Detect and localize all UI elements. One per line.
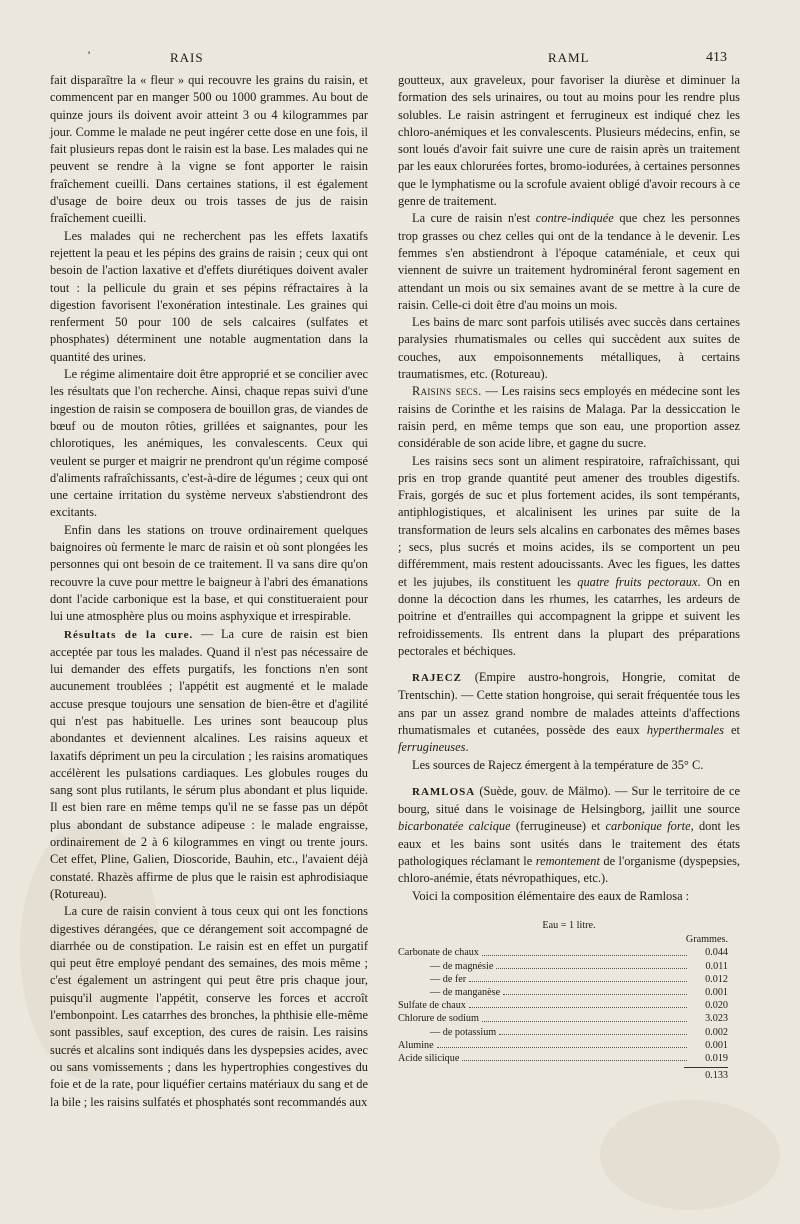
paper-stain <box>600 1100 780 1210</box>
text-run: (Empire austro-hongrois, Hongrie, comitat de Trentschin). — Cette station hongroise, qui serait fréquentée tous les ans par un assez grand nombre de malades atteints d'affections rhumatismales et cutanées, possède des eaux <box>398 670 740 737</box>
total-value: 0.133 <box>684 1067 728 1082</box>
leader-dots <box>482 1012 687 1021</box>
table-row <box>398 1026 740 1039</box>
paragraph: Les sources de Rajecz émergent à la température de 35° C. <box>412 757 704 772</box>
running-head <box>0 44 800 68</box>
right-column <box>398 72 740 1082</box>
paragraph: Le régime alimentaire doit être approprié et se concilier avec les résultats que l'on recherche. Ainsi, chaque repas suivi d'une ingestion de raisin se composera de bouillon gras, de viandes de bœuf ou de mouton rôties, grillées et saignantes, pour les chlorotiques, les anémiques, les convalescents. Ceux qui veulent se purger et maigrir ne prendront qu'un régime composé d'aliments rafraîchissants, c'est-à-dire de légumes ; ceux qui ont une certaine irritation du système nerveux s'abstiendront des excitants. <box>50 367 368 520</box>
table-row <box>398 1039 740 1052</box>
paragraph: fait disparaître la « fleur » qui recouvre les grains du raisin, et commencent par en manger 500 ou 1000 grammes. Au bout de quinze jours ils doivent avoir atteint 3 ou 4 kilogrammes par jour. Comme le malade ne peut ingérer cette dose en une fois, il fait plusieurs repas dont le raisin est la base. Les malades qui ne peuvent se rendre à la vigne se font apporter le raisin fraîchement cueilli. Dans certaines stations, il est également d'usage de boire deux ou trois tasses de jus de raisin fraîchement cueilli. <box>50 73 368 226</box>
leader-dots <box>462 1052 687 1061</box>
paragraph: Enfin dans les stations on trouve ordinairement quelques baignoires où fermente le marc de raisin et où sont plongées les personnes qui ont besoin de ce traitement. Il va sans dire qu'on recouvre la cuve pour mettre le baigneur à l'abri des émanations dont l'acide carbonique est la base, et qui constitueraient pour lui une atmosphère plus ou moins asphyxique et irrespirable. <box>50 522 368 624</box>
table-row <box>398 986 740 999</box>
paragraph: Les bains de marc sont parfois utilisés avec succès dans certaines paralysies rhumatismales ou celles qui succèdent aux suites de couches, aux empoisonnements métalliques, à certains traumatismes, etc. (Rotureau). <box>398 315 740 382</box>
emphasis: hyperthermales <box>646 722 724 737</box>
table-row <box>398 960 740 973</box>
text-run: — Les raisins secs employés en médecine sont les raisins de Corinthe et les raisins de Malaga. Par la dessiccation le raisin perd, en même temps que son eau, une proportion assez considérable de son acide libre, et gagne du sucre. <box>398 384 741 451</box>
leader-dots <box>496 960 687 969</box>
running-head-left: RAIS <box>170 50 204 65</box>
paragraph: Voici la composition élémentaire des eaux de Ramlosa : <box>412 888 690 903</box>
compound-value: 0.019 <box>705 1052 728 1064</box>
compound-label: Sulfate de chaux <box>398 1000 466 1012</box>
compound-label: Carbonate de chaux <box>398 947 479 959</box>
table-row <box>398 999 740 1012</box>
table-row <box>398 973 740 986</box>
compound-value: 0.020 <box>705 1000 728 1012</box>
emphasis: contre-indiquée <box>535 211 614 226</box>
text-run: et <box>723 722 740 737</box>
leader-dots <box>469 973 687 982</box>
emphasis: quatre fruits pectoraux <box>577 574 698 589</box>
compound-value: 0.001 <box>705 1039 728 1051</box>
compound-label: — de fer <box>430 973 467 985</box>
compound-value: 0.002 <box>705 1026 728 1038</box>
text-run: La cure de raisin n'est <box>412 211 536 226</box>
compound-value: 3.023 <box>705 1013 728 1025</box>
compound-label: Acide silicique <box>398 1052 460 1064</box>
text-run: , dont les eaux et les bains sont usités dans le traitement des états pathologiques réclamant le <box>398 819 740 869</box>
compound-value: 0.012 <box>705 973 728 985</box>
leader-dots <box>503 986 687 995</box>
paragraph-text: — La cure de raisin est bien acceptée par tous les malades. Quand il n'est pas nécessaire de lui demander des effets purgatifs, les fonctions n'en sont aucunement troublées ; l'appétit est augmenté et le malade accuse presque toujours une sensation de bien-être et d'agilité qui n'est pas habituelle. Les urines sont beaucoup plus abondantes et deviennent alcalines. Les raisins aqueux et laxatifs dépriment un peu la circulation ; les raisins aromatiques accélèrent les pulsations cardiaques. Les globules rouges du sang sont plus rutilants, le sérum plus abondant et plus liquide. Il est bien rare en même temps qu'il ne se fasse pas un dépôt plus abondant de substance adipeuse : le malade engraisse, ordinairement de 2 à 6 kilogrammes en vingt ou trente jours. Cet effet, Pline, Galien, Dioscoride, Bauhin, etc., l'avaient déjà constaté. Rhazès affirme de plus que le raisin est aphrodisiaque (Rotureau). <box>50 626 368 901</box>
entry-heading: RAJECZ <box>412 672 463 685</box>
emphasis: bicarbonatée calcique <box>398 819 511 834</box>
paragraph: goutteux, aux graveleux, pour favoriser la diurèse et diminuer la formation des sels urinaires, ou tout au moins pour les rendre plus solubles. Le raisin astringent et ferrugineux est indiqué chez les chloro-anémiques et les convalescents. Plusieurs médecins, enfin, se sont loués d'avoir fait suivre une cure de raisin après un traitement par les eaux chlorurées fortes, bromo-iodurées, à certaines personnes que le lymphatisme ou la scrofule avaient obligé d'avoir recours à ce genre de traitement. <box>398 73 740 209</box>
table-unit: Grammes. <box>685 934 728 946</box>
compound-label: — de manganèse <box>430 986 501 998</box>
emphasis: carbonique forte <box>605 819 691 834</box>
table-total <box>398 1067 740 1082</box>
page-number: 413 <box>706 50 727 65</box>
paragraph-contraindications <box>398 210 740 314</box>
text-run: (Suède, gouv. de Mälmo). — Sur le territoire de ce bourg, situé dans le voisinage de Helsingborg, jaillit une source <box>398 783 740 817</box>
compound-label: — de magnésie <box>430 960 494 972</box>
compound-label: Alumine <box>398 1039 434 1051</box>
text-run: que chez les personnes trop grasses ou chez celles qui ont de la tendance à le devenir. Les femmes s'en abstiendront à l'époque cataméniale, et ceux qui viennent de suivre un traitement hydrominéral feront sagement en attendant un mois ou six semaines avant de se mettre à la cure de raisin. Celle-ci doit être d'au moins un mois. <box>398 211 740 312</box>
entry-heading: Raisins secs. <box>412 384 482 399</box>
entry-ramlosa <box>398 783 740 888</box>
compound-label: — de potassium <box>430 1026 497 1038</box>
paragraph: La cure de raisin convient à tous ceux qui ont les fonctions digestives dérangées, que ce dérangement soit accompagné de diarrhée ou de constipation. Le raisin est en effet un purgatif qui peut être employé pendant des semaines, des mois même ; c'est également un astringent qui peut être pris chaque jour, puisqu'il augmente l'appétit, conserve les forces et accroît l'embonpoint. Les catarrhes des bronches, la phthisie elle-même sont passibles, sauf exception, des cures de raisin. Les raisins sucrés et alcalins sont indiqués dans les dyspepsies acides, avec ou sans vomissements ; dans les hypertrophies congestives du foie et de la rate, pour liquéfier certains matériaux du sang et de la bile ; les raisins sulfatés et phosphatés sont recommandés aux <box>50 904 368 1109</box>
leader-dots <box>437 1039 687 1048</box>
text-run: . On en donne la décoction dans les rhumes, les catarrhes, les ardeurs de poitrine et d'entrailles qui accompagnent la grippe et suivent les refroidissements. Ils entrent dans la plupart des préparations pectorales et béchiques. <box>398 574 740 658</box>
table-row <box>398 1052 740 1065</box>
text-run: Les raisins secs sont un aliment respiratoire, rafraîchissant, qui pris en trop grande quantité peut amener des troubles digestifs. Frais, gorgés de suc et plus fortement acides, ils sont tempérants, antiphlogistiques, et alcalinisent les urines par suite de la transformation de leurs sels alcalins en carbonates des mêmes bases ; secs, plus sucrés et moins acides, ils se comportent un peu différemment, mais restent adoucissants. Avec les figues, les dattes et les jujubes, ils constituent les <box>398 453 740 589</box>
text-run: (ferrugineuse) et <box>510 819 606 834</box>
paragraph: Les malades qui ne recherchent pas les effets laxatifs rejettent la peau et les pépins des grains de raisin ; ceux qui ont besoin de l'action laxative et d'effets diurétiques doivent avaler tout : la pellicule du grain et ses pépins réfractaires à la digestion favorisent l'exonération intestinale. Les graines qui renferment 50 pour 100 de sels calcaires (sulfates et phosphates) déterminent une notable augmentation dans la quantité des urines. <box>50 228 368 364</box>
compound-value: 0.011 <box>705 960 728 972</box>
compound-value: 0.044 <box>705 947 728 959</box>
leader-dots <box>469 999 687 1008</box>
left-column <box>50 72 368 1111</box>
compound-value: 0.001 <box>705 986 728 998</box>
table-row <box>398 946 740 959</box>
table-title: Eau = 1 litre. <box>542 919 596 931</box>
emphasis: ferrugineuses <box>398 740 466 755</box>
text-run: de l'organisme (dyspepsies, chloro-anémie, états névropathiques, etc.). <box>398 854 741 886</box>
compound-label: Chlorure de sodium <box>398 1013 479 1025</box>
entry-heading: RAMLOSA <box>412 785 476 798</box>
table-row <box>398 1012 740 1025</box>
section-heading: Résultats de la cure. <box>64 628 194 641</box>
entry-rajecz <box>398 669 740 756</box>
text-run: . <box>465 740 469 755</box>
leader-dots <box>482 946 687 955</box>
paragraph-raisins-secs <box>398 383 740 452</box>
leader-dots <box>499 1026 687 1035</box>
print-mark: ' <box>88 48 91 62</box>
running-head-center: RAML <box>548 50 590 65</box>
composition-table <box>398 919 740 1082</box>
paragraph <box>398 453 740 661</box>
table-rows <box>398 946 740 1065</box>
emphasis: remontement <box>535 854 600 869</box>
paragraph-results <box>50 626 368 904</box>
